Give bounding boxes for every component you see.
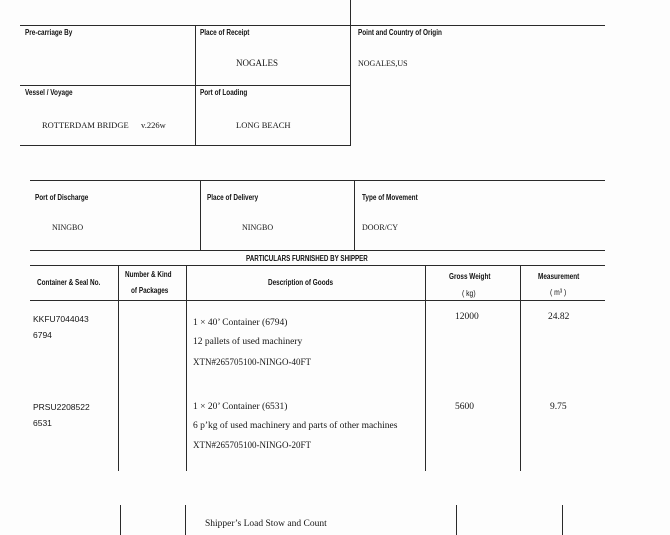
rule <box>30 250 605 251</box>
rule <box>186 265 187 471</box>
shipper-load-note: Shipper’s Load Stow and Count <box>205 519 327 529</box>
col-header-container: Container & Seal No. <box>37 278 101 287</box>
col-header-weight-line1: Gross Weight <box>449 272 491 281</box>
port-of-loading-label: Port of Loading <box>200 88 248 97</box>
rule <box>354 180 355 250</box>
vessel-value: ROTTERDAM BRIDGE <box>42 120 129 130</box>
col-header-description: Description of Goods <box>268 278 334 287</box>
rule <box>456 505 457 535</box>
rule <box>20 85 351 86</box>
col-header-packages-line2: of Packages <box>131 286 169 295</box>
rule <box>185 505 186 535</box>
place-of-receipt-value: NOGALES <box>236 58 278 68</box>
gross-weight: 12000 <box>455 312 479 322</box>
pre-carriage-label: Pre-carriage By <box>25 28 73 37</box>
origin-label: Point and Country of Origin <box>358 28 442 37</box>
col-header-weight-line2: ( kg) <box>462 288 476 298</box>
movement-value: DOOR/CY <box>362 223 399 232</box>
description-line: 6 p’kg of used machinery and parts of other machines <box>193 421 398 431</box>
port-of-discharge-label: Port of Discharge <box>35 193 89 202</box>
col-header-packages-line1: Number & Kind <box>125 270 172 279</box>
rule <box>30 300 605 301</box>
container-number: PRSU2208522 <box>33 402 90 412</box>
particulars-heading: PARTICULARS FURNISHED BY SHIPPER <box>246 254 368 263</box>
place-of-delivery-label: Place of Delivery <box>207 193 259 202</box>
rule <box>30 180 605 181</box>
place-of-delivery-value: NINGBO <box>242 223 274 232</box>
description-line: 1 × 40’ Container (6794) <box>193 318 288 328</box>
rule <box>118 265 119 471</box>
voyage-value: v.226w <box>141 120 166 130</box>
rule <box>120 505 121 535</box>
rule <box>350 0 351 146</box>
origin-value: NOGALES,US <box>358 59 408 68</box>
col-header-measurement-line2: ( m³ ) <box>550 287 567 297</box>
rule <box>200 180 201 250</box>
rule <box>425 265 426 471</box>
measurement: 9.75 <box>550 402 567 412</box>
rule <box>20 25 605 26</box>
rule <box>30 265 605 266</box>
description-line: XTN#265705100-NINGO-20FT <box>193 440 311 450</box>
description-line: XTN#265705100-NINGO-40FT <box>193 357 311 367</box>
measurement: 24.82 <box>548 312 570 322</box>
gross-weight: 5600 <box>455 402 474 412</box>
port-of-loading-value: LONG BEACH <box>236 120 291 130</box>
movement-label: Type of Movement <box>362 193 418 202</box>
seal-number: 6531 <box>33 418 52 428</box>
description-line: 12 pallets of used machinery <box>193 337 303 347</box>
place-of-receipt-label: Place of Receipt <box>200 28 250 37</box>
rule <box>562 505 563 535</box>
rule <box>520 265 521 471</box>
rule <box>20 145 351 146</box>
description-line: 1 × 20’ Container (6531) <box>193 402 288 412</box>
port-of-discharge-value: NINGBO <box>52 223 84 232</box>
container-number: KKFU7044043 <box>33 314 89 324</box>
vessel-voyage-label: Vessel / Voyage <box>25 88 73 97</box>
col-header-measurement-line1: Measurement <box>538 272 580 281</box>
seal-number: 6794 <box>33 330 52 340</box>
